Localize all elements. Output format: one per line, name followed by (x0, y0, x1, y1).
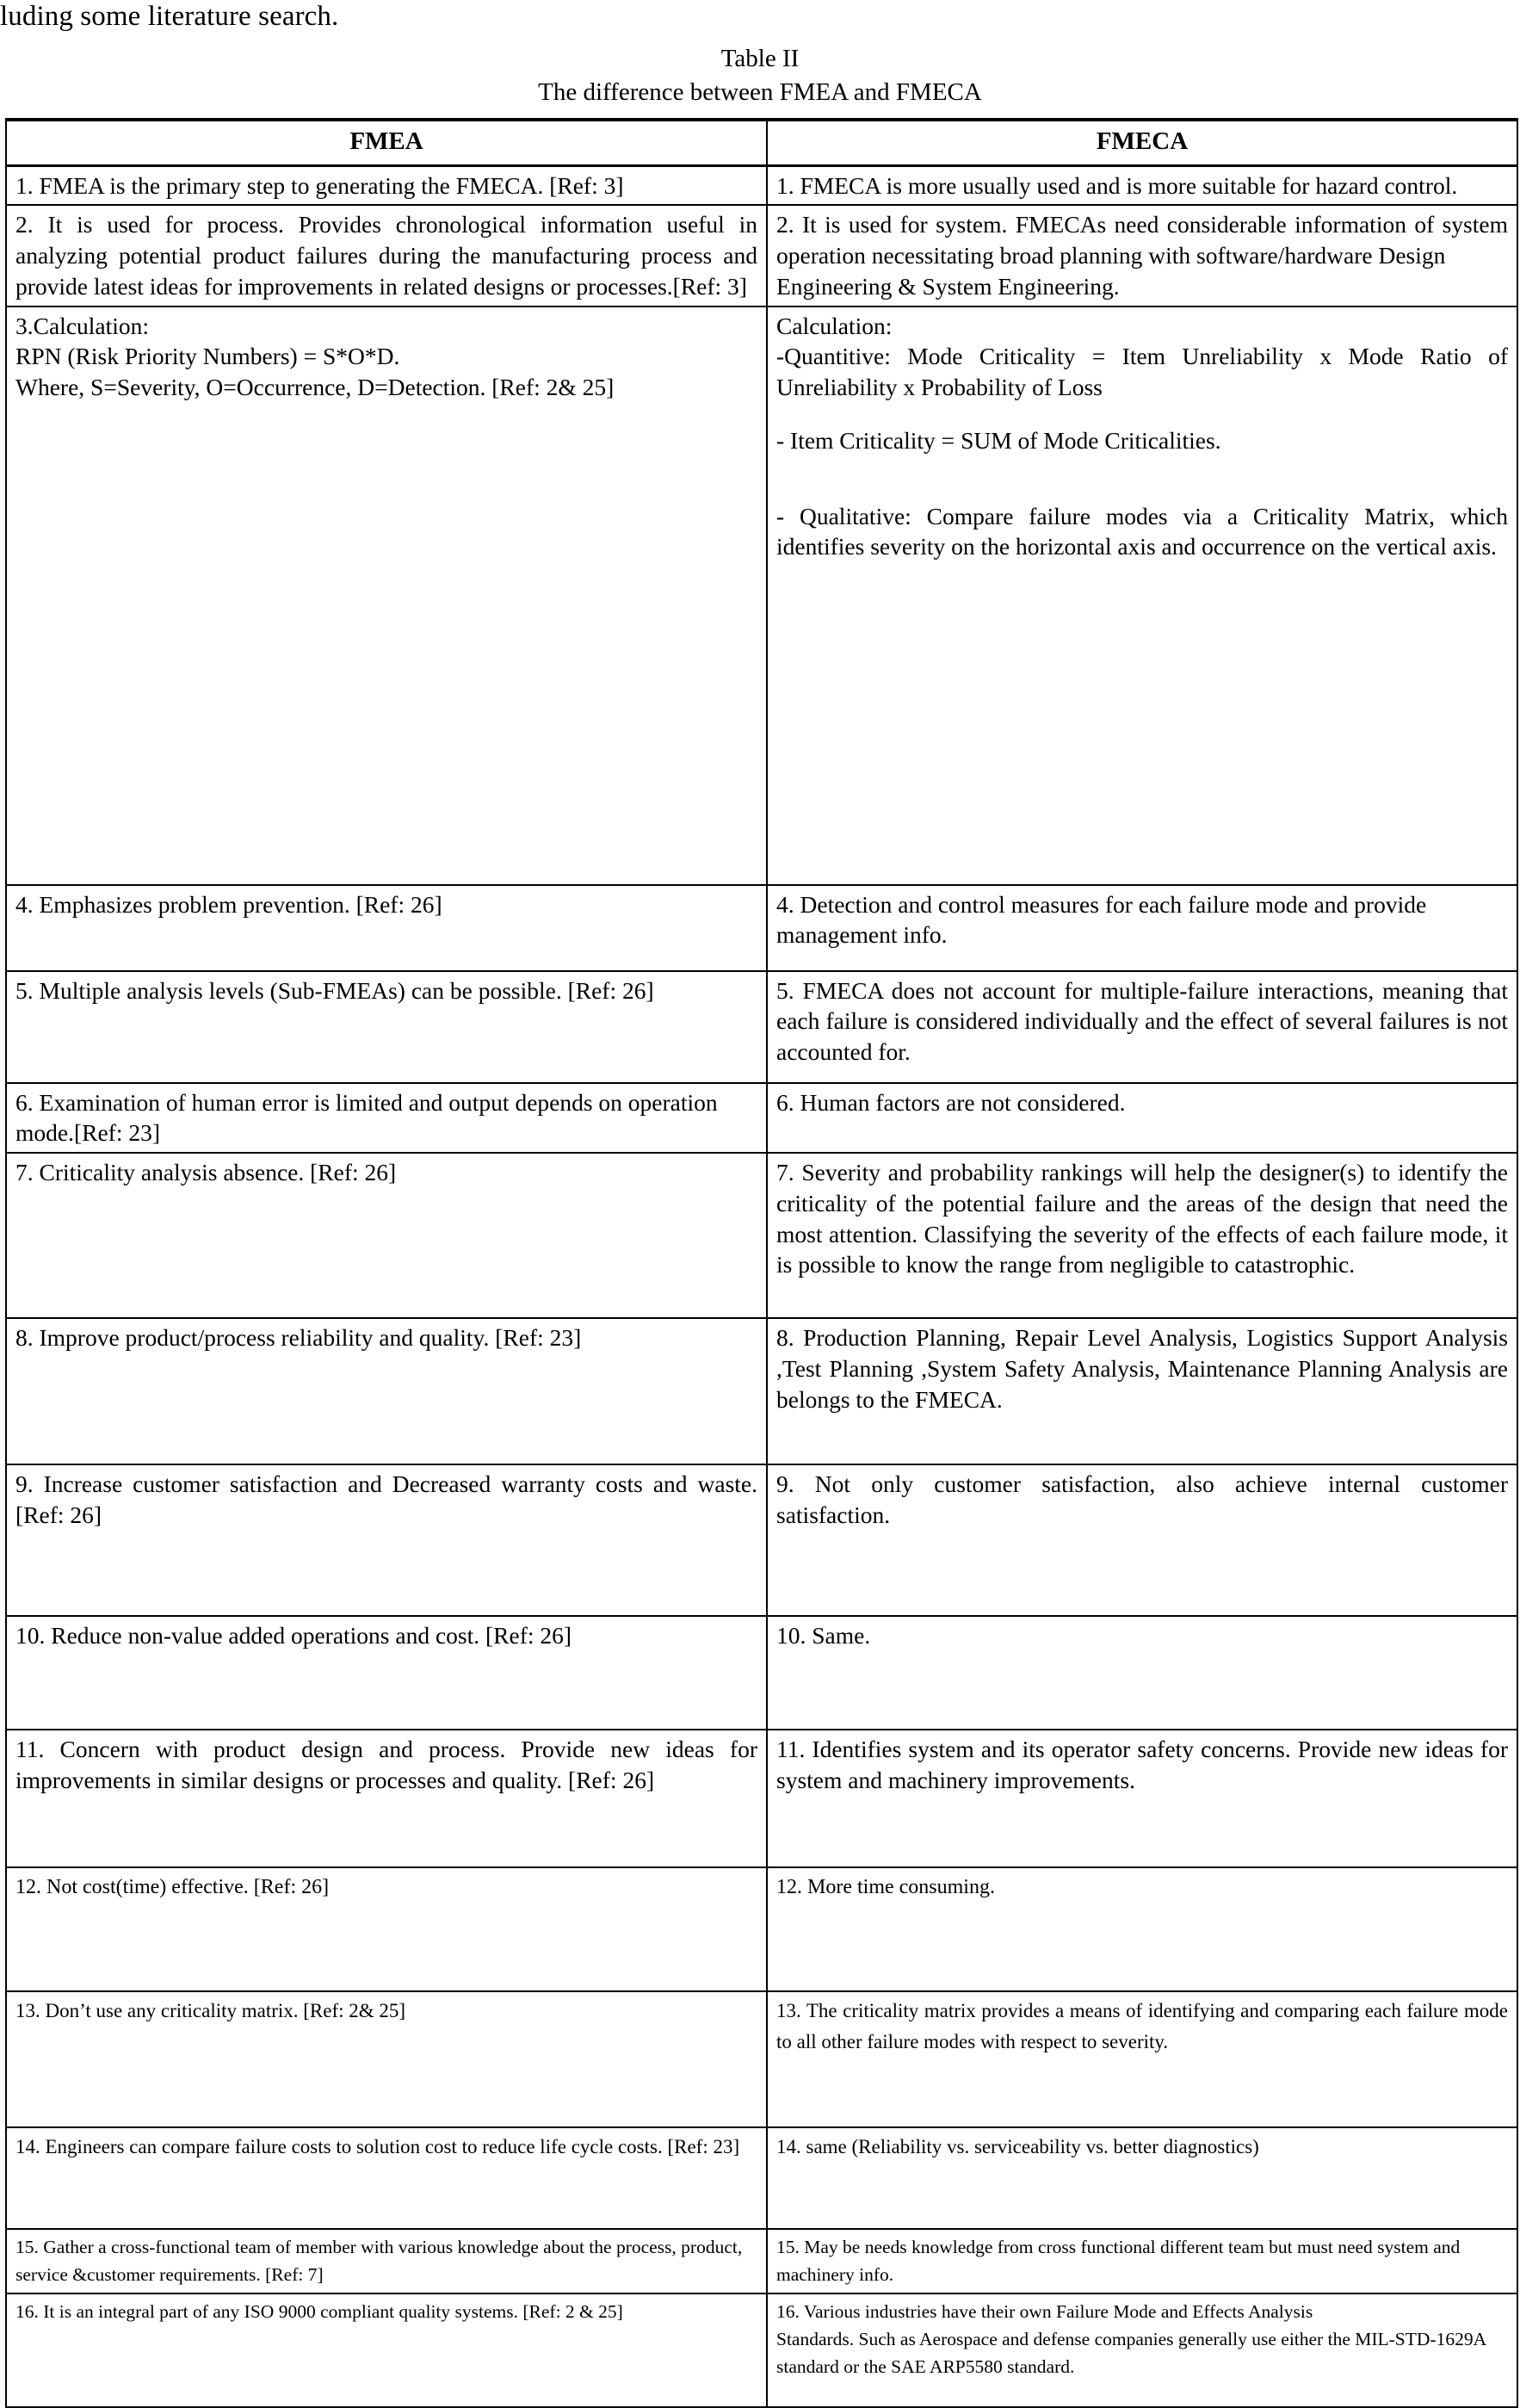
table-row (6, 1867, 1517, 1991)
table-row (6, 885, 1517, 971)
cell-fmea-7 (6, 1153, 767, 1318)
cell-fmea-6 (6, 1083, 767, 1154)
running-body-text: luding some literature search. (0, 1, 339, 32)
cell-fmeca-15 (767, 2229, 1517, 2293)
cell-paragraph: 8. Production Planning, Repair Level Analysis, Logistics Support Analysis ,Test Planning ,System Safety Analysis, Maintenance Planning Analysis are belongs to the FMECA. (776, 1324, 1508, 1413)
table-row (6, 1318, 1517, 1464)
cell-fmeca-11 (767, 1730, 1517, 1867)
cell-paragraph: 5. FMECA does not account for multiple-failure interactions, meaning that each failure is considered individually and the effect of several failures is not accounted for. (776, 976, 1508, 1066)
cell-fmeca-7 (767, 1153, 1517, 1318)
fmea-fmeca-comparison-table (5, 118, 1518, 2408)
cell-fmea-1 (6, 165, 767, 205)
cell-paragraph: 12. More time consuming. (776, 1876, 995, 1899)
cell-paragraph: 2. It is used for system. FMECAs need considerable information of system operation necessitating broad planning with software/hardware Design (776, 211, 1508, 269)
cell-paragraph: Where, S=Severity, O=Occurrence, D=Detection. [Ref: 2& 25] (15, 374, 615, 401)
cell-fmea-5 (6, 971, 767, 1083)
table-row (6, 1464, 1517, 1616)
cell-paragraph: 1. FMECA is more usually used and is more suitable for hazard control. (776, 171, 1458, 199)
cell-fmeca-12 (767, 1867, 1517, 1991)
cell-fmea-3 (6, 306, 767, 885)
cell-fmea-10 (6, 1616, 767, 1730)
cell-paragraph: 4. Detection and control measures for each failure mode and provide management info. (776, 890, 1427, 949)
cell-fmea-2 (6, 205, 767, 306)
table-row (6, 971, 1517, 1083)
cell-fmeca-6 (767, 1083, 1517, 1154)
cell-paragraph: 14. same (Reliability vs. serviceability vs. better diagnostics) (776, 2136, 1259, 2158)
cell-paragraph: 6. Human factors are not considered. (776, 1088, 1126, 1116)
cell-paragraph: RPN (Risk Priority Numbers) = S*O*D. (15, 343, 400, 370)
table-row (6, 205, 1517, 306)
cell-fmea-9 (6, 1464, 767, 1616)
cell-paragraph: 13. The criticality matrix provides a means of identifying and comparing each failure mode to all other failure modes with respect to severity. (776, 2000, 1508, 2052)
cell-paragraph: 11. Identifies system and its operator safety concerns. Provide new ideas for system and machinery improvements. (776, 1736, 1508, 1793)
cell-paragraph: 8. Improve product/process reliability and quality. [Ref: 23] (15, 1324, 582, 1352)
cell-paragraph: 10. Reduce non-value added operations and cost. [Ref: 26] (15, 1622, 572, 1650)
cell-paragraph: 16. Various industries have their own Failure Mode and Effects Analysis (776, 2300, 1313, 2322)
cell-paragraph: 10. Same. (776, 1622, 871, 1650)
cell-paragraph: 16. It is an integral part of any ISO 9000 compliant quality systems. [Ref: 2 & 25] (15, 2300, 623, 2322)
table-row (6, 2127, 1517, 2229)
cell-paragraph: 14. Engineers can compare failure costs to solution cost to reduce life cycle costs. [Ref: 23] (15, 2136, 740, 2158)
paragraph-spacer (776, 479, 1508, 501)
table-header-row (6, 120, 1517, 165)
table-caption-block (0, 42, 1520, 109)
cell-paragraph: -Quantitive: Mode Criticality = Item Unreliability x Mode Ratio of Unreliability x Probability of Loss (776, 343, 1508, 401)
cell-fmea-4 (6, 885, 767, 971)
table-row (6, 1991, 1517, 2127)
cell-fmea-8 (6, 1318, 767, 1464)
cell-paragraph: 2. It is used for process. Provides chronological information useful in analyzing potential product failures during the manufacturing process and provide latest ideas for improvements in related designs or processes.[Ref: 3] (15, 211, 757, 300)
cell-paragraph: - Item Criticality = SUM of Mode Criticalities. (776, 426, 1221, 454)
cell-paragraph: 6. Examination of human error is limited and output depends on operation mode.[Ref: 23] (15, 1088, 718, 1147)
cell-paragraph: 4. Emphasizes problem prevention. [Ref: 26] (15, 890, 442, 918)
table-row (6, 2293, 1517, 2407)
cell-fmea-12 (6, 1867, 767, 1991)
cell-fmea-16 (6, 2293, 767, 2407)
cell-fmea-15 (6, 2229, 767, 2293)
cell-fmeca-9 (767, 1464, 1517, 1616)
cell-paragraph: 3.Calculation: (15, 312, 150, 339)
table-row (6, 306, 1517, 885)
table-title: The difference between FMEA and FMECA (538, 77, 982, 106)
cell-fmeca-8 (767, 1318, 1517, 1464)
cell-fmeca-16 (767, 2293, 1517, 2407)
cell-fmeca-3 (767, 306, 1517, 885)
cell-fmeca-2 (767, 205, 1517, 306)
table-number-label: Table II (720, 44, 800, 72)
cell-paragraph: 7. Criticality analysis absence. [Ref: 26] (15, 1159, 397, 1186)
table-row (6, 165, 1517, 205)
cell-fmea-14 (6, 2127, 767, 2229)
table-row (6, 1083, 1517, 1154)
cell-fmeca-14 (767, 2127, 1517, 2229)
table-row (6, 1616, 1517, 1730)
cell-fmea-11 (6, 1730, 767, 1867)
cell-paragraph: 12. Not cost(time) effective. [Ref: 26] (15, 1876, 330, 1899)
table-row (6, 2229, 1517, 2293)
cell-paragraph: 11. Concern with product design and process. Provide new ideas for improvements in similar designs or processes and quality. [Ref: 26] (15, 1736, 757, 1793)
cell-fmea-13 (6, 1991, 767, 2127)
table-body (6, 165, 1517, 2407)
cell-paragraph: 5. Multiple analysis levels (Sub-FMEAs) can be possible. [Ref: 26] (15, 976, 654, 1004)
cell-paragraph: 9. Increase customer satisfaction and Decreased warranty costs and waste. [Ref: 26] (15, 1470, 757, 1528)
paragraph-spacer (776, 403, 1508, 425)
cell-paragraph: Calculation: (776, 312, 893, 339)
cell-fmeca-13 (767, 1991, 1517, 2127)
column-header-fmeca: FMECA (767, 120, 1517, 165)
cell-paragraph: Engineering & System Engineering. (776, 272, 1120, 300)
cell-paragraph: 9. Not only customer satisfaction, also achieve internal customer satisfaction. (776, 1470, 1508, 1528)
cell-paragraph: 1. FMEA is the primary step to generating the FMECA. [Ref: 3] (15, 171, 624, 199)
cell-fmeca-1 (767, 165, 1517, 205)
cell-paragraph: 7. Severity and probability rankings will help the designer(s) to identify the criticality of the potential failure and the areas of the design that need the most attention. Classifying the severity of the effects of each failure mode, it is possible to know the range from negligible to catastrophic. (776, 1159, 1508, 1278)
cell-fmeca-10 (767, 1616, 1517, 1730)
table-row (6, 1153, 1517, 1318)
cell-paragraph: 15. May be needs knowledge from cross functional different team but must need system and machinery info. (776, 2237, 1461, 2286)
cell-paragraph: 15. Gather a cross-functional team of member with various knowledge about the process, product, service &customer requirements. [Ref: 7] (15, 2237, 743, 2286)
paragraph-spacer (776, 456, 1508, 479)
cell-fmeca-5 (767, 971, 1517, 1083)
cell-paragraph: - Qualitative: Compare failure modes via a Criticality Matrix, which identifies severity on the horizontal axis and occurrence on the vertical axis. (776, 502, 1508, 560)
column-header-fmea: FMEA (6, 120, 767, 165)
cell-paragraph: Standards. Such as Aerospace and defense companies generally use either the MIL-STD-1629A standard or the SAE ARP5580 standard. (776, 2328, 1486, 2378)
cell-fmeca-4 (767, 885, 1517, 971)
cell-paragraph: 13. Don’t use any criticality matrix. [Ref: 2& 25] (15, 2000, 406, 2022)
table-row (6, 1730, 1517, 1867)
